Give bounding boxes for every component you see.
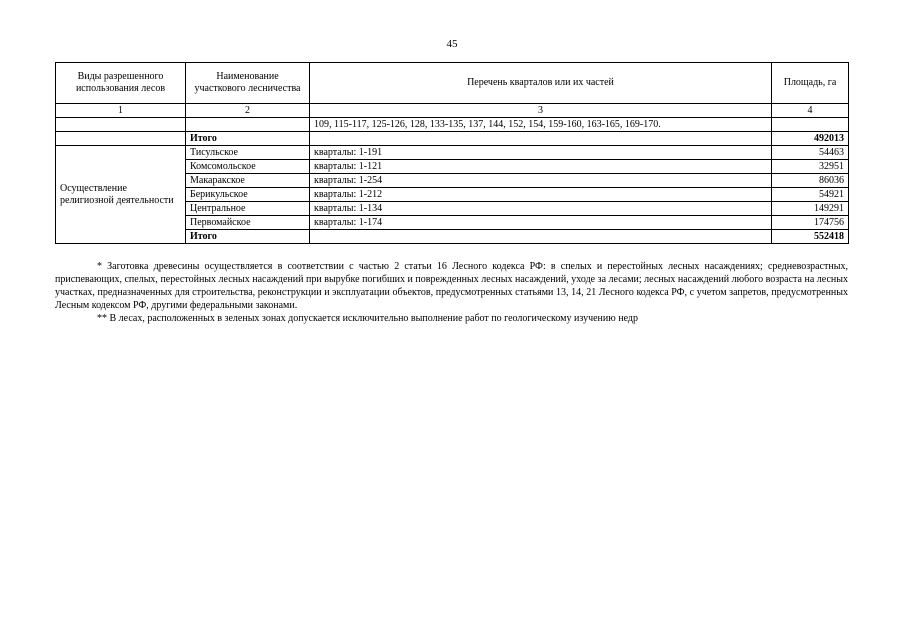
forestry-name: Центральное — [186, 202, 310, 216]
continuation-row — [56, 118, 849, 132]
area-cell: 174756 — [772, 216, 849, 230]
column-number: 2 — [186, 104, 310, 118]
total-label: Итого — [186, 230, 310, 244]
header-area: Площадь, га — [772, 63, 849, 104]
page-number: 45 — [446, 38, 458, 50]
area-cell: 54921 — [772, 188, 849, 202]
header-usage-type: Виды разрешенного использования лесов — [56, 63, 186, 104]
area-cell: 149291 — [772, 202, 849, 216]
quarters-cell-empty — [310, 230, 772, 244]
usage-cell-empty — [56, 118, 186, 132]
forestry-name: Макаракское — [186, 174, 310, 188]
forestry-name: Берикульское — [186, 188, 310, 202]
footnotes — [55, 260, 848, 325]
area-cell: 54463 — [772, 146, 849, 160]
forestry-name: Комсомольское — [186, 160, 310, 174]
total-row — [56, 132, 849, 146]
forest-use-table — [55, 62, 849, 244]
quarters-cell: кварталы: 1-191 — [310, 146, 772, 160]
quarters-cell: кварталы: 1-134 — [310, 202, 772, 216]
quarters-cell: кварталы: 1-212 — [310, 188, 772, 202]
header-forestry-name: Наименование участкового лесничества — [186, 63, 310, 104]
column-number-row — [56, 104, 849, 118]
header-quarters-list: Перечень кварталов или их частей — [310, 63, 772, 104]
usage-cell-empty — [56, 132, 186, 146]
total-label: Итого — [186, 132, 310, 146]
footnote-1: * Заготовка древесины осуществляется в соответствии с частью 2 статьи 16 Лесного кодекса РФ: в спелых и перестойных лесных насаждениях; средневозрастных, приспевающих, спелых, перестойных лесных насаждений при вырубке погибших и поврежденных лесных насаждений, уходе за лесами; лесных насаждений любого возраста на лесных участках, предназначенных для строительства, реконструкции и эксплуатации объектов, предусмотренных статьями 13, 14, 21 Лесного кодекса РФ, с учетом запретов, предусмотренных Лесным кодексом РФ, другими федеральными законами. — [55, 261, 848, 311]
total-area: 492013 — [772, 132, 849, 146]
quarters-cell: кварталы: 1-254 — [310, 174, 772, 188]
usage-type-cell: Осуществление религиозной деятельности — [56, 146, 186, 244]
quarters-cell-empty — [310, 132, 772, 146]
table-row — [56, 146, 849, 160]
column-number: 1 — [56, 104, 186, 118]
forestry-name: Первомайское — [186, 216, 310, 230]
area-cell: 32951 — [772, 160, 849, 174]
quarters-cell: кварталы: 1-121 — [310, 160, 772, 174]
total-area: 552418 — [772, 230, 849, 244]
quarters-cell: кварталы: 1-174 — [310, 216, 772, 230]
footnote-2: ** В лесах, расположенных в зеленых зонах допускается исключительно выполнение работ по геологическому изучению недр — [97, 313, 638, 324]
column-number: 4 — [772, 104, 849, 118]
forestry-name: Тисульское — [186, 146, 310, 160]
quarters-cell: 109, 115-117, 125-126, 128, 133-135, 137, 144, 152, 154, 159-160, 163-165, 169-170. — [310, 118, 772, 132]
area-cell: 86036 — [772, 174, 849, 188]
area-cell-empty — [772, 118, 849, 132]
header-row — [56, 63, 849, 104]
column-number: 3 — [310, 104, 772, 118]
forestry-cell-empty — [186, 118, 310, 132]
